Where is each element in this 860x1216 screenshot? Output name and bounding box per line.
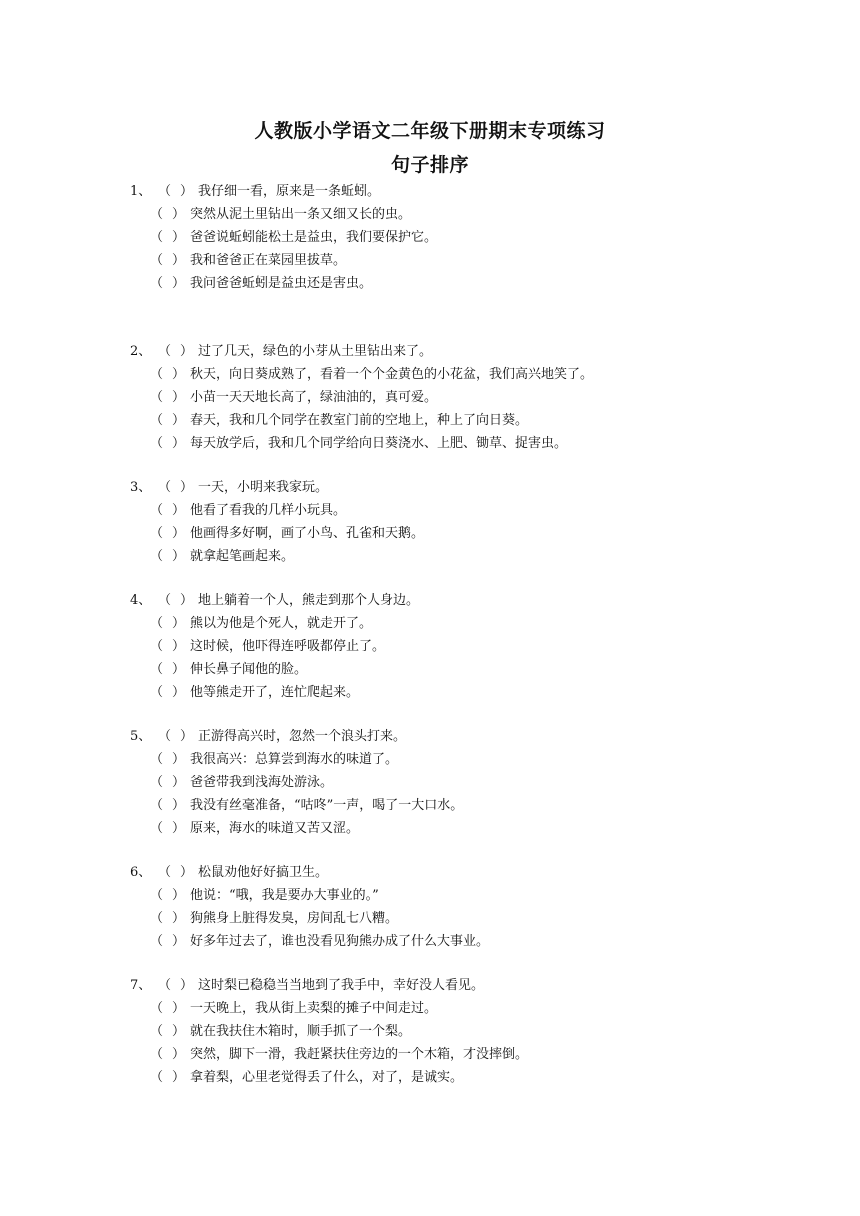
sentence-row <box>130 681 830 704</box>
order-blank[interactable] <box>150 907 190 930</box>
sentence-text: 熊以为他是个死人，就走开了。 <box>190 616 373 631</box>
blank-right-paren: ） <box>180 344 194 359</box>
blank-right-paren: ） <box>180 729 194 744</box>
sentence-text: 每天放学后，我和几个同学给向日葵浇水、上肥、锄草、捉害虫。 <box>190 436 568 451</box>
sentence-text: 一天晚上，我从街上卖梨的摊子中间走过。 <box>190 1001 438 1016</box>
sentence-text: 我没有丝毫准备，“咕咚”一声，喝了一大口水。 <box>190 798 464 813</box>
sentence-row <box>130 930 830 953</box>
sentence-row <box>130 1043 830 1066</box>
blank-right-paren: ） <box>180 184 194 199</box>
order-blank[interactable] <box>158 340 198 363</box>
order-blank[interactable] <box>150 817 190 840</box>
question-1 <box>130 180 830 295</box>
question-number: 6、 <box>130 865 152 880</box>
order-blank[interactable] <box>150 658 190 681</box>
sentence-text: 他等熊走开了，连忙爬起来。 <box>190 685 360 700</box>
blank-right-paren: ） <box>180 593 194 608</box>
blank-left-paren: （ <box>150 821 164 836</box>
sentence-row <box>130 432 830 455</box>
sentence-text: 松鼠劝他好好搞卫生。 <box>198 865 329 880</box>
blank-right-paren: ） <box>180 480 194 495</box>
blank-left-paren: （ <box>150 1070 164 1085</box>
blank-left-paren: （ <box>158 729 172 744</box>
order-blank[interactable] <box>150 930 190 953</box>
blank-right-paren: ） <box>172 798 186 813</box>
sentence-text: 这时候，他吓得连呼吸都停止了。 <box>190 639 386 654</box>
sentence-text: 我很高兴：总算尝到海水的味道了。 <box>190 752 399 767</box>
blank-right-paren: ） <box>172 253 186 268</box>
order-blank[interactable] <box>158 725 198 748</box>
sentence-row <box>130 545 830 568</box>
blank-right-paren: ） <box>172 549 186 564</box>
sentence-row <box>130 907 830 930</box>
order-blank[interactable] <box>150 997 190 1020</box>
sentence-row <box>130 272 830 295</box>
sentence-row <box>130 748 830 771</box>
sentence-row <box>130 794 830 817</box>
blank-right-paren: ） <box>172 752 186 767</box>
order-blank[interactable] <box>150 884 190 907</box>
sentence-row <box>130 861 830 884</box>
sentence-text: 他画得多好啊，画了小鸟、孔雀和天鹅。 <box>190 526 425 541</box>
sentence-row <box>130 974 830 997</box>
sentence-text: 春天，我和几个同学在教室门前的空地上，种上了向日葵。 <box>190 413 529 428</box>
blank-left-paren: （ <box>150 662 164 677</box>
blank-left-paren: （ <box>150 276 164 291</box>
blank-left-paren: （ <box>150 549 164 564</box>
blank-left-paren: （ <box>150 616 164 631</box>
sentence-row <box>130 363 830 386</box>
order-blank[interactable] <box>150 386 190 409</box>
sentence-text: 小苗一天天地长高了，绿油油的，真可爱。 <box>190 390 438 405</box>
sentence-text: 一天，小明来我家玩。 <box>198 480 329 495</box>
order-blank[interactable] <box>158 861 198 884</box>
question-7 <box>130 974 830 1089</box>
document-subtitle: 句子排序 <box>390 154 469 176</box>
blank-left-paren: （ <box>150 413 164 428</box>
question-spacer <box>130 840 830 861</box>
blank-left-paren: （ <box>150 230 164 245</box>
sentence-text: 秋天，向日葵成熟了，看着一个个金黄色的小花盆，我们高兴地笑了。 <box>190 367 594 382</box>
question-2 <box>130 340 830 455</box>
blank-left-paren: （ <box>158 184 172 199</box>
order-blank[interactable] <box>150 499 190 522</box>
blank-left-paren: （ <box>150 1024 164 1039</box>
order-blank[interactable] <box>150 203 190 226</box>
blank-left-paren: （ <box>150 503 164 518</box>
sentence-text: 拿着梨，心里老觉得丢了什么，对了，是诚实。 <box>190 1070 464 1085</box>
sentence-text: 原来，海水的味道又苦又涩。 <box>190 821 360 836</box>
sentence-row <box>130 612 830 635</box>
sentence-text: 他看了看我的几样小玩具。 <box>190 503 347 518</box>
order-blank[interactable] <box>150 432 190 455</box>
sentence-row <box>130 476 830 499</box>
blank-right-paren: ） <box>172 276 186 291</box>
blank-right-paren: ） <box>172 436 186 451</box>
sentence-text: 我和爸爸正在菜园里拔草。 <box>190 253 347 268</box>
blank-left-paren: （ <box>150 752 164 767</box>
question-number: 5、 <box>130 729 152 744</box>
blank-left-paren: （ <box>150 934 164 949</box>
sentence-row <box>130 589 830 612</box>
sentence-row <box>130 771 830 794</box>
question-spacer <box>130 295 830 340</box>
question-4 <box>130 589 830 704</box>
blank-left-paren: （ <box>150 1001 164 1016</box>
sentence-text: 他说：“哦，我是要办大事业的。” <box>190 888 379 903</box>
sentence-row <box>130 725 830 748</box>
order-blank[interactable] <box>158 476 198 499</box>
sentence-row <box>130 522 830 545</box>
order-blank[interactable] <box>150 635 190 658</box>
order-blank[interactable] <box>158 589 198 612</box>
blank-right-paren: ） <box>180 978 194 993</box>
sentence-text: 我仔细一看，原来是一条蚯蚓。 <box>198 184 381 199</box>
sentence-row <box>130 884 830 907</box>
question-number: 3、 <box>130 480 152 495</box>
blank-left-paren: （ <box>150 888 164 903</box>
order-blank[interactable] <box>150 545 190 568</box>
blank-right-paren: ） <box>172 616 186 631</box>
question-6 <box>130 861 830 953</box>
sentence-row <box>130 386 830 409</box>
sentence-row <box>130 249 830 272</box>
sentence-text: 爸爸带我到浅海处游泳。 <box>190 775 334 790</box>
blank-right-paren: ） <box>172 1047 186 1062</box>
blank-left-paren: （ <box>150 436 164 451</box>
blank-right-paren: ） <box>172 639 186 654</box>
order-blank[interactable] <box>150 1066 190 1089</box>
blank-right-paren: ） <box>172 934 186 949</box>
order-blank[interactable] <box>150 249 190 272</box>
order-blank[interactable] <box>150 681 190 704</box>
order-blank[interactable] <box>150 794 190 817</box>
blank-right-paren: ） <box>172 821 186 836</box>
blank-left-paren: （ <box>158 978 172 993</box>
question-3 <box>130 476 830 568</box>
blank-right-paren: ） <box>172 390 186 405</box>
sentence-row <box>130 180 830 203</box>
sentence-row <box>130 1020 830 1043</box>
sentence-text: 就在我扶住木箱时，顺手抓了一个梨。 <box>190 1024 412 1039</box>
blank-right-paren: ） <box>172 1070 186 1085</box>
blank-right-paren: ） <box>172 911 186 926</box>
order-blank[interactable] <box>150 612 190 635</box>
question-spacer <box>130 953 830 974</box>
blank-left-paren: （ <box>150 775 164 790</box>
question-5 <box>130 725 830 840</box>
question-number: 7、 <box>130 978 152 993</box>
sentence-row <box>130 997 830 1020</box>
order-blank[interactable] <box>150 272 190 295</box>
sentence-text: 突然从泥土里钻出一条又细又长的虫。 <box>190 207 412 222</box>
sentence-row <box>130 203 830 226</box>
question-number: 1、 <box>130 184 152 199</box>
sentence-text: 狗熊身上脏得发臭，房间乱七八糟。 <box>190 911 399 926</box>
blank-left-paren: （ <box>150 685 164 700</box>
blank-left-paren: （ <box>150 367 164 382</box>
blank-left-paren: （ <box>150 911 164 926</box>
question-list <box>130 180 830 1089</box>
blank-right-paren: ） <box>172 367 186 382</box>
order-blank[interactable] <box>158 974 198 997</box>
blank-right-paren: ） <box>172 207 186 222</box>
sentence-text: 这时梨已稳稳当当地到了我手中，幸好没人看见。 <box>198 978 485 993</box>
order-blank[interactable] <box>150 748 190 771</box>
sentence-row <box>130 1066 830 1089</box>
blank-left-paren: （ <box>150 798 164 813</box>
blank-left-paren: （ <box>158 593 172 608</box>
blank-left-paren: （ <box>150 526 164 541</box>
sentence-text: 我问爸爸蚯蚓是益虫还是害虫。 <box>190 276 373 291</box>
sentence-text: 就拿起笔画起来。 <box>190 549 295 564</box>
question-number: 4、 <box>130 593 152 608</box>
order-blank[interactable] <box>150 1020 190 1043</box>
sentence-text: 过了几天，绿色的小芽从土里钻出来了。 <box>198 344 433 359</box>
blank-right-paren: ） <box>172 230 186 245</box>
order-blank[interactable] <box>150 771 190 794</box>
blank-left-paren: （ <box>150 253 164 268</box>
blank-left-paren: （ <box>150 207 164 222</box>
blank-left-paren: （ <box>158 865 172 880</box>
blank-right-paren: ） <box>172 413 186 428</box>
sentence-text: 爸爸说蚯蚓能松土是益虫，我们要保护它。 <box>190 230 438 245</box>
blank-left-paren: （ <box>150 390 164 405</box>
blank-left-paren: （ <box>158 344 172 359</box>
sentence-row <box>130 817 830 840</box>
document-title: 人教版小学语文二年级下册期末专项练习 <box>254 120 606 142</box>
sentence-row <box>130 499 830 522</box>
order-blank[interactable] <box>150 522 190 545</box>
blank-right-paren: ） <box>172 1001 186 1016</box>
sentence-text: 突然，脚下一滑，我赶紧扶住旁边的一个木箱，才没摔倒。 <box>190 1047 529 1062</box>
sentence-text: 正游得高兴时，忽然一个浪头打来。 <box>198 729 407 744</box>
order-blank[interactable] <box>150 409 190 432</box>
sentence-row <box>130 226 830 249</box>
blank-right-paren: ） <box>172 503 186 518</box>
blank-right-paren: ） <box>172 685 186 700</box>
blank-right-paren: ） <box>172 775 186 790</box>
blank-left-paren: （ <box>150 1047 164 1062</box>
blank-right-paren: ） <box>172 662 186 677</box>
blank-left-paren: （ <box>158 480 172 495</box>
blank-left-paren: （ <box>150 639 164 654</box>
sentence-row <box>130 635 830 658</box>
sentence-row <box>130 658 830 681</box>
order-blank[interactable] <box>150 1043 190 1066</box>
order-blank[interactable] <box>150 363 190 386</box>
question-spacer <box>130 455 830 476</box>
question-number: 2、 <box>130 344 152 359</box>
sentence-text: 好多年过去了，谁也没看见狗熊办成了什么大事业。 <box>190 934 490 949</box>
question-spacer <box>130 568 830 589</box>
order-blank[interactable] <box>158 180 198 203</box>
sentence-row <box>130 340 830 363</box>
order-blank[interactable] <box>150 226 190 249</box>
blank-right-paren: ） <box>172 1024 186 1039</box>
sentence-text: 伸长鼻子闻他的脸。 <box>190 662 308 677</box>
blank-right-paren: ） <box>172 888 186 903</box>
sentence-text: 地上躺着一个人，熊走到那个人身边。 <box>198 593 420 608</box>
sentence-row <box>130 409 830 432</box>
blank-right-paren: ） <box>172 526 186 541</box>
question-spacer <box>130 704 830 725</box>
blank-right-paren: ） <box>180 865 194 880</box>
